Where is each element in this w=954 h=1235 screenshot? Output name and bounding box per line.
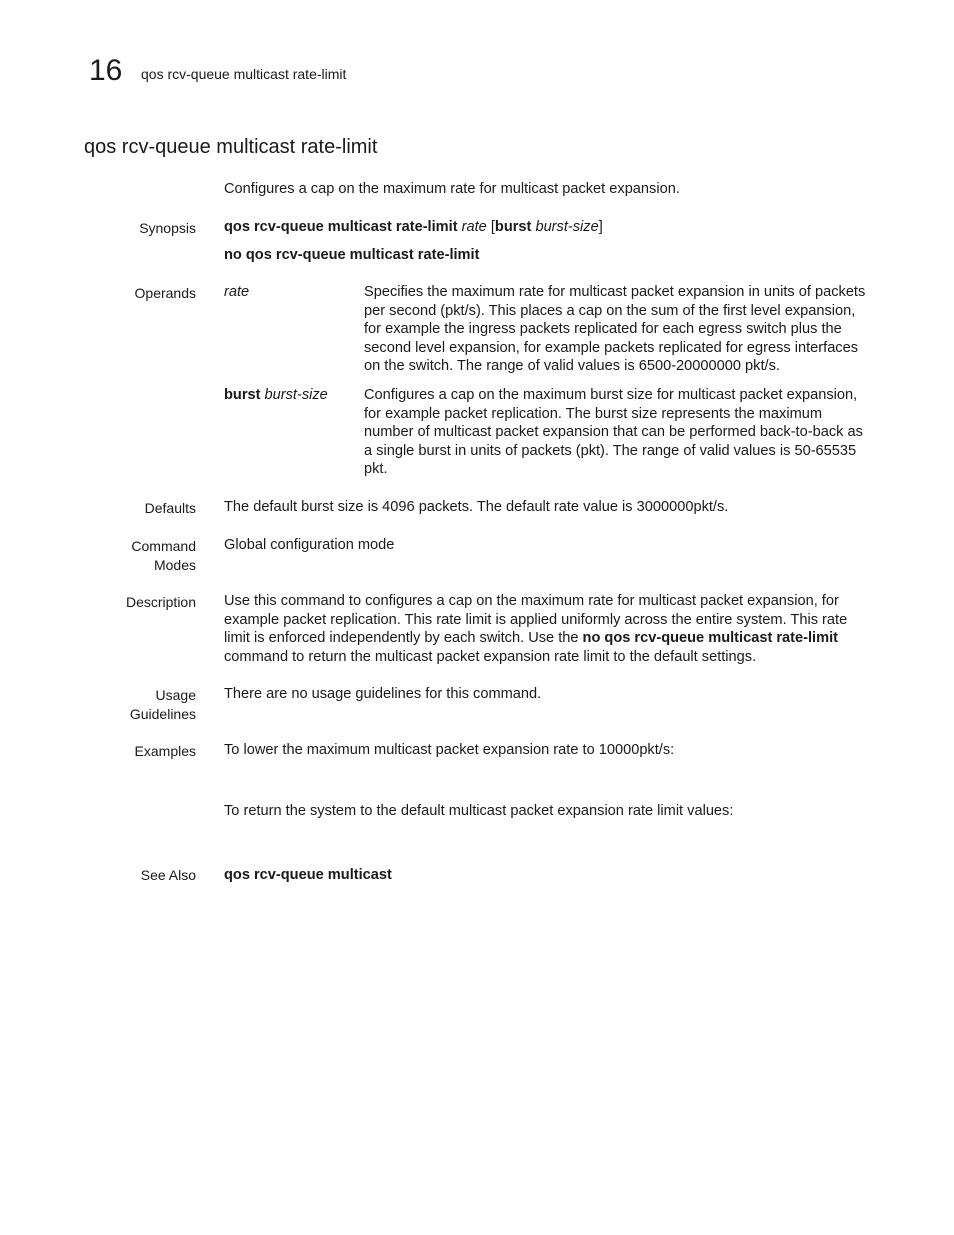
see-also-link-wrap — [224, 866, 864, 885]
operand-burst-size-arg: burst-size — [264, 387, 328, 403]
synopsis-command: qos rcv-queue multicast rate-limit — [224, 219, 458, 235]
synopsis-line-2 — [224, 246, 864, 265]
operand-rate-name — [224, 283, 356, 302]
see-also-link[interactable]: qos rcv-queue multicast — [224, 867, 392, 883]
label-description: Description — [125, 594, 196, 610]
example-2-text: To return the system to the default multicast packet expansion rate limit values: — [224, 803, 734, 819]
description-command: no qos rcv-queue multicast rate-limit — [582, 630, 838, 646]
label-usage-guidelines — [76, 686, 196, 724]
label-see-also: See Also — [140, 867, 196, 883]
description-part-1: Use this command to configures a cap on the maximum rate for multicast packet expansion, for example packet replication. This rate limit is applied uniformly across the entire system. This rate limit is enforced independently by each switch. Use the — [224, 593, 848, 646]
command-modes-text: Global configuration mode — [224, 537, 395, 553]
label-synopsis: Synopsis — [139, 220, 196, 236]
page-title: qos rcv-queue multicast rate-limit — [84, 136, 378, 158]
label-defaults: Defaults — [144, 500, 196, 516]
synopsis-burst-size-arg: burst-size — [535, 219, 599, 235]
intro-text: Configures a cap on the maximum rate for multicast packet expansion. — [224, 181, 680, 197]
operand-burst-description: Configures a cap on the maximum burst size for multicast packet expansion, for example packet replication. The burst size represents the maximum number of multicast packet expansion that can be performed back-to-back as a single burst in units of packets (pkt). The range of valid values is 50-65535 pkt. — [364, 387, 863, 477]
operand-rate-arg: rate — [224, 284, 250, 300]
operand-burst-keyword: burst — [224, 387, 261, 403]
label-command-modes-line-2: Modes — [153, 557, 196, 573]
label-operands: Operands — [134, 285, 196, 301]
description-text — [224, 592, 864, 666]
label-examples: Examples — [134, 743, 196, 759]
synopsis-burst-keyword: burst — [494, 219, 532, 235]
chapter-number: 16 — [89, 54, 123, 87]
synopsis-open-bracket: [ — [490, 219, 495, 235]
label-command-modes — [76, 537, 196, 575]
running-header-title: qos rcv-queue multicast rate-limit — [141, 66, 347, 82]
label-command-modes-line-1: Command — [131, 538, 196, 554]
defaults-text: The default burst size is 4096 packets. The default rate value is 3000000pkt/s. — [224, 499, 729, 515]
label-usage-line-2: Guidelines — [129, 706, 196, 722]
synopsis-line-1 — [224, 218, 864, 237]
description-part-2: command to return the multicast packet expansion rate limit to the default settings. — [224, 648, 757, 665]
operand-rate-description: Specifies the maximum rate for multicast packet expansion in units of packets per second (pkt/s). This places a cap on the sum of the first level expansion, for example the ingress packets replicated for each egress switch plus the second level expansion, for example packets replicated for egress interfaces on the switch. The range of valid values is 6500-20000000 pkt/s. — [364, 284, 866, 374]
label-usage-line-1: Usage — [155, 687, 196, 703]
operand-burst-name — [224, 386, 356, 405]
example-1-text: To lower the maximum multicast packet expansion rate to 10000pkt/s: — [224, 742, 675, 758]
synopsis-rate-arg: rate — [461, 219, 487, 235]
usage-text: There are no usage guidelines for this command. — [224, 686, 542, 702]
synopsis-close-bracket: ] — [598, 219, 603, 235]
synopsis-no-command: no qos rcv-queue multicast rate-limit — [224, 247, 480, 263]
